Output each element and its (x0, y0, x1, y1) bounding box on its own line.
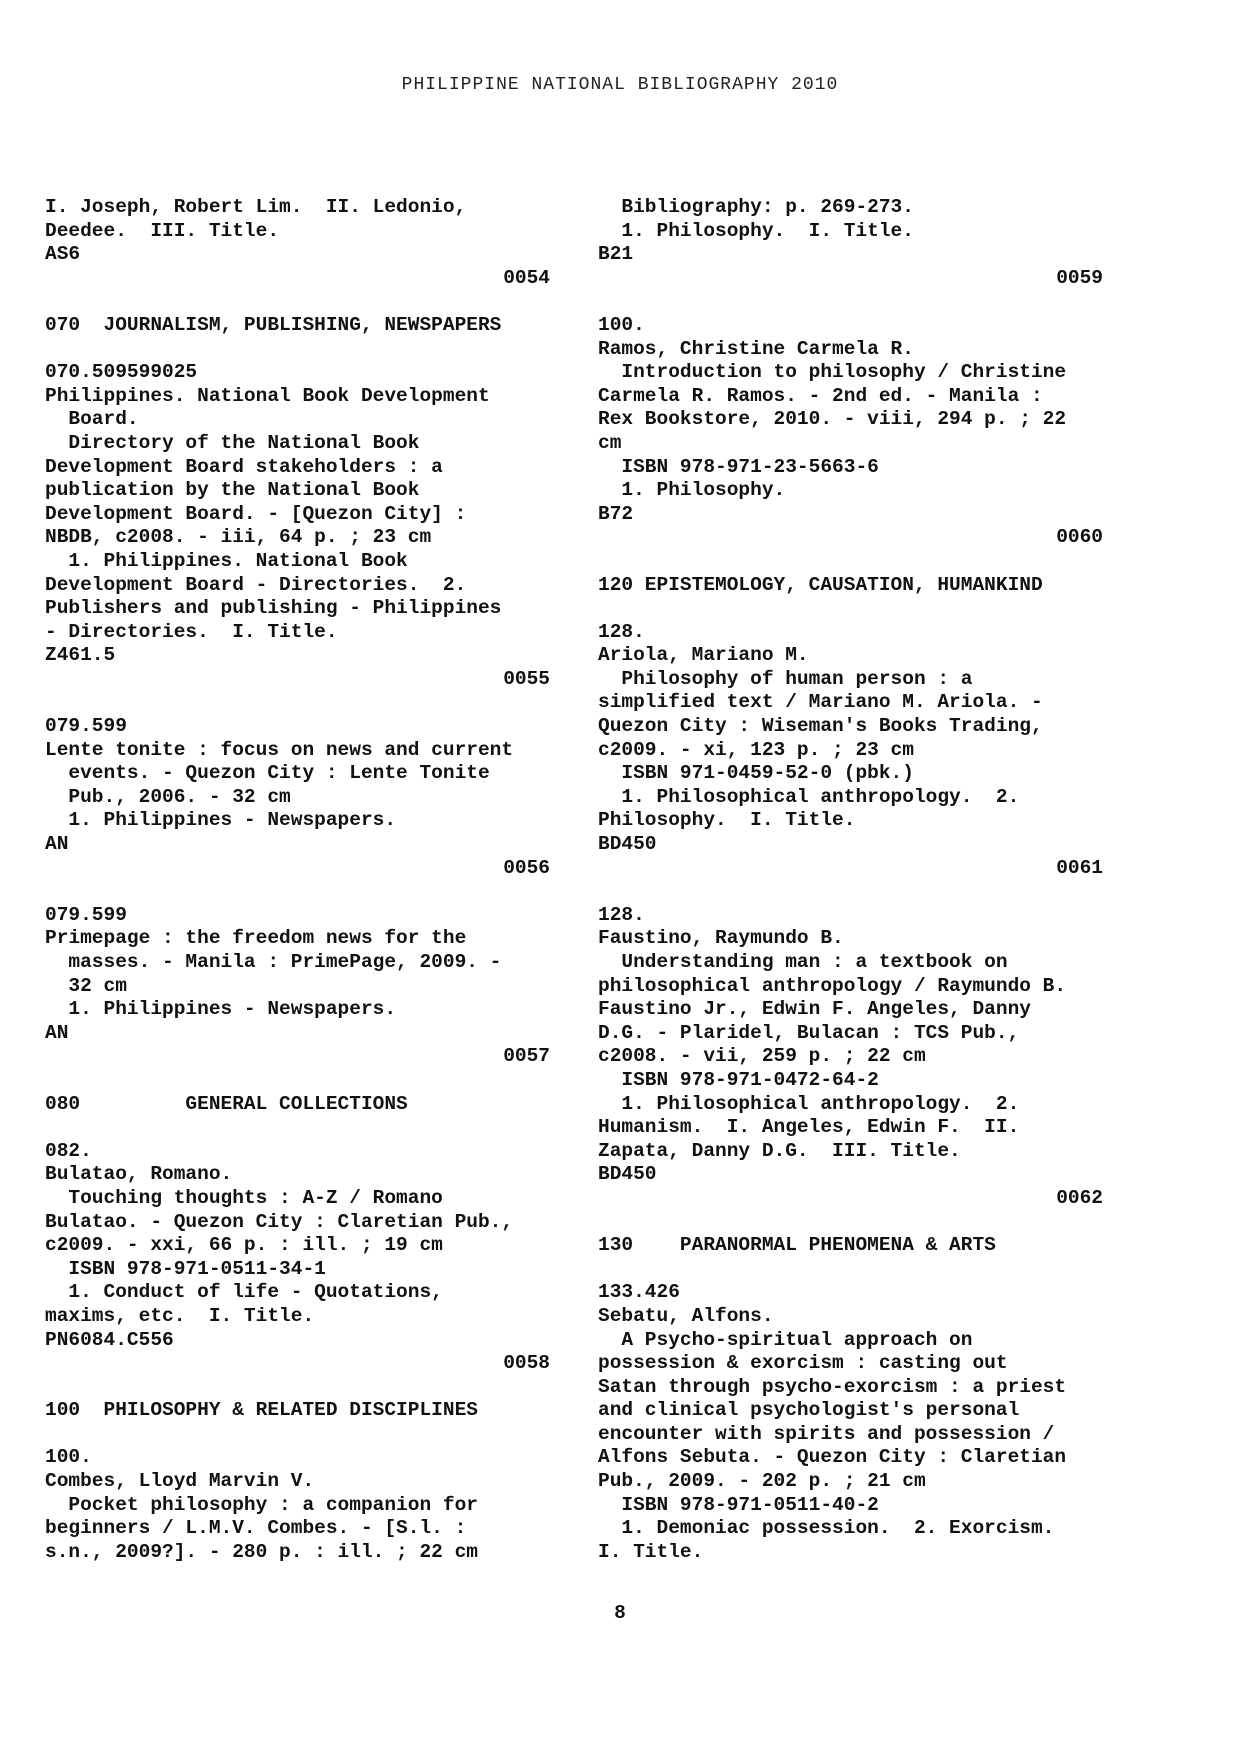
text-line: Introduction to philosophy / Christine (598, 361, 1067, 384)
text-line: cm (598, 431, 622, 454)
text-line: c2009. - xxi, 66 p. : ill. ; 19 cm (45, 1234, 443, 1257)
text-line: - Directories. I. Title. (45, 620, 338, 643)
text-line: Development Board stakeholders : a (45, 455, 443, 478)
text-line: Philosophy. I. Title. (598, 809, 856, 832)
text-line: Pub., 2009. - 202 p. ; 21 cm (598, 1470, 926, 1493)
text-line: Directory of the National Book (45, 431, 420, 454)
text-line: PN6084.C556 (45, 1328, 174, 1351)
spacer (598, 880, 1103, 904)
spacer (598, 550, 1103, 574)
text-line: 32 cm (45, 974, 127, 997)
text-line: AN (45, 1021, 69, 1044)
right-column (598, 196, 1103, 1564)
text-line: I. Title. (598, 1540, 704, 1563)
text-line: Ramos, Christine Carmela R. (598, 337, 914, 360)
text-line: Ariola, Mariano M. (598, 644, 809, 667)
text-line: Combes, Lloyd Marvin V. (45, 1470, 315, 1493)
text-line: Quezon City : Wiseman's Books Trading, (598, 715, 1043, 738)
text-line: 133.426 (598, 1281, 680, 1304)
entry-number: 0057 (503, 1045, 550, 1068)
text-line: c2009. - xi, 123 p. ; 23 cm (598, 738, 914, 761)
text-line: Bulatao, Romano. (45, 1163, 233, 1186)
text-line: Z461.5 (45, 644, 116, 667)
text-line: 079.599 (45, 903, 127, 926)
text-line: Philosophy of human person : a (598, 667, 973, 690)
text-line: 070.509599025 (45, 361, 198, 384)
text-line: 082. (45, 1139, 92, 1162)
text-line: Satan through psycho-exorcism : a priest (598, 1375, 1067, 1398)
text-line: philosophical anthropology / Raymundo B. (598, 974, 1067, 997)
text-line: B72 (598, 502, 634, 525)
text-line: 1. Philosophy. I. Title. (598, 219, 914, 242)
text-line: Humanism. I. Angeles, Edwin F. II. (598, 1116, 1020, 1139)
text-line: ISBN 978-971-0511-40-2 (598, 1493, 879, 1516)
spacer (45, 1069, 550, 1093)
text-line: encounter with spirits and possession / (598, 1422, 1055, 1445)
spacer (45, 1423, 550, 1447)
text-line: 100 PHILOSOPHY & RELATED DISCIPLINES (45, 1399, 478, 1422)
text-line: simplified text / Mariano M. Ariola. - (598, 691, 1043, 714)
text-line: Touching thoughts : A-Z / Romano (45, 1186, 443, 1209)
entry-number: 0059 (1056, 266, 1103, 289)
spacer (45, 691, 550, 715)
text-line: B21 (598, 243, 634, 266)
text-line: AS6 (45, 243, 81, 266)
entry-number: 0058 (503, 1352, 550, 1375)
text-line: 080 GENERAL COLLECTIONS (45, 1092, 408, 1115)
text-line: Zapata, Danny D.G. III. Title. (598, 1139, 961, 1162)
entry-number: 0061 (1056, 856, 1103, 879)
entry-number: 0054 (503, 266, 550, 289)
text-line: and clinical psychologist's personal (598, 1399, 1020, 1422)
text-line: Board. (45, 408, 139, 431)
text-line: Lente tonite : focus on news and current (45, 738, 514, 761)
spacer (45, 1116, 550, 1140)
text-line: Carmela R. Ramos. - 2nd ed. - Manila : (598, 384, 1043, 407)
text-line: Sebatu, Alfons. (598, 1304, 774, 1327)
entry-number: 0062 (1056, 1186, 1103, 1209)
text-line: beginners / L.M.V. Combes. - [S.l. : (45, 1517, 467, 1540)
text-line: Alfons Sebuta. - Quezon City : Claretian (598, 1446, 1067, 1469)
text-line: ISBN 978-971-0472-64-2 (598, 1068, 879, 1091)
text-line: Development Board - Directories. 2. (45, 573, 467, 596)
text-line: 120 EPISTEMOLOGY, CAUSATION, HUMANKIND (598, 573, 1043, 596)
page-number: 8 (614, 1602, 626, 1624)
text-line: 100. (598, 313, 645, 336)
text-line: Faustino, Raymundo B. (598, 927, 844, 950)
text-line: masses. - Manila : PrimePage, 2009. - (45, 951, 502, 973)
text-line: c2008. - vii, 259 p. ; 22 cm (598, 1045, 926, 1068)
spacer (598, 1258, 1103, 1282)
entry-number: 0055 (503, 667, 550, 690)
entry-number: 0056 (503, 856, 550, 879)
text-line: 128. (598, 903, 645, 926)
text-line: Publishers and publishing - Philippines (45, 597, 502, 620)
text-line: 1. Philippines. National Book (45, 549, 408, 572)
text-line: Faustino Jr., Edwin F. Angeles, Danny (598, 998, 1031, 1021)
text-line: possession & exorcism : casting out (598, 1352, 1008, 1375)
text-line: ISBN 978-971-0511-34-1 (45, 1257, 326, 1280)
text-line: Pocket philosophy : a companion for (45, 1493, 478, 1516)
text-line: 1. Philosophical anthropology. 2. (598, 785, 1020, 808)
text-line: BD450 (598, 833, 657, 856)
text-line: A Psycho-spiritual approach on (598, 1328, 973, 1351)
text-line: 1. Philippines - Newspapers. (45, 998, 397, 1021)
text-line: I. Joseph, Robert Lim. II. Ledonio, (45, 196, 467, 218)
text-line: BD450 (598, 1163, 657, 1186)
text-line: Pub., 2006. - 32 cm (45, 785, 291, 808)
text-line: 130 PARANORMAL PHENOMENA & ARTS (598, 1234, 996, 1257)
text-line: Philippines. National Book Development (45, 384, 490, 407)
text-line: ISBN 978-971-23-5663-6 (598, 455, 879, 478)
text-line: Bibliography: p. 269-273. (598, 196, 914, 218)
text-line: Bulatao. - Quezon City : Claretian Pub., (45, 1210, 514, 1233)
text-line: Primepage : the freedom news for the (45, 927, 467, 950)
spacer (598, 597, 1103, 621)
text-line: ISBN 971-0459-52-0 (pbk.) (598, 762, 914, 785)
text-line: 100. (45, 1446, 92, 1469)
spacer (45, 338, 550, 362)
text-line: events. - Quezon City : Lente Tonite (45, 762, 490, 785)
text-line: 1. Demoniac possession. 2. Exorcism. (598, 1517, 1055, 1540)
text-line: 1. Philippines - Newspapers. (45, 809, 397, 832)
spacer (45, 880, 550, 904)
spacer (45, 1376, 550, 1400)
text-line: maxims, etc. I. Title. (45, 1304, 315, 1327)
text-line: publication by the National Book (45, 479, 420, 502)
text-line: 070 JOURNALISM, PUBLISHING, NEWSPAPERS (45, 313, 502, 336)
text-line: AN (45, 833, 69, 856)
text-line: 079.599 (45, 715, 127, 738)
text-line: 1. Philosophy. (598, 479, 786, 502)
text-line: Deedee. III. Title. (45, 219, 280, 242)
text-line: 1. Philosophical anthropology. 2. (598, 1092, 1020, 1115)
page-header: PHILIPPINE NATIONAL BIBLIOGRAPHY 2010 (401, 75, 839, 95)
spacer (45, 290, 550, 314)
text-line: Development Board. - [Quezon City] : (45, 502, 467, 525)
text-line: s.n., 2009?]. - 280 p. : ill. ; 22 cm (45, 1540, 478, 1563)
spacer (598, 290, 1103, 314)
text-line: 128. (598, 620, 645, 643)
text-line: 1. Conduct of life - Quotations, (45, 1281, 443, 1304)
left-column (45, 196, 550, 1564)
entry-number: 0060 (1056, 526, 1103, 549)
text-line: Understanding man : a textbook on (598, 951, 1008, 973)
text-line: D.G. - Plaridel, Bulacan : TCS Pub., (598, 1021, 1020, 1044)
text-line: Rex Bookstore, 2010. - viii, 294 p. ; 22 (598, 408, 1067, 431)
spacer (598, 1211, 1103, 1235)
text-line: NBDB, c2008. - iii, 64 p. ; 23 cm (45, 526, 432, 549)
